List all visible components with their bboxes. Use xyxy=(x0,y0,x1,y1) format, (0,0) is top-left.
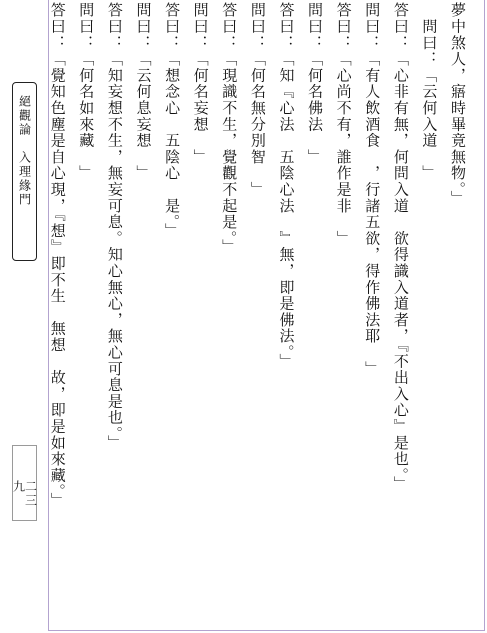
page-number: 二三九 xyxy=(11,480,38,508)
text-column: 答曰：「知妄想不生，無妄可息。知心無心，無心可息是也。」 xyxy=(105,2,124,451)
text-column: 問曰：「何名佛法 」 xyxy=(306,2,325,165)
book-title: 絕觀論 入理緣門 xyxy=(17,95,32,207)
text-column: 答曰：「現識不生，覺觀不起是。」 xyxy=(220,2,239,256)
text-column: 答曰：「想念心 五陰心 是。」 xyxy=(163,2,182,239)
text-column: 問曰：「云何息妄想 」 xyxy=(134,2,153,182)
text-column: 答曰：「覺知色塵是自心現，『想』即不生 無想 故，即是如來藏。」 xyxy=(48,2,67,509)
book-title-box xyxy=(12,82,37,261)
text-column: 夢中煞人，寤時畢竟無物。」 xyxy=(449,2,467,207)
text-column: 答曰：「心非有無，何問入道 欲得識入道者，『不出入心』是也。」 xyxy=(391,2,410,493)
text-column: 問曰：「有人飲酒食 ，行諸五欲，得作佛法耶 」 xyxy=(363,2,382,377)
main-text xyxy=(48,2,472,627)
text-column: 問曰：「何名無分別智 」 xyxy=(248,2,267,198)
text-column: 答曰：「心尚不有，誰作是非 」 xyxy=(334,2,353,247)
page-number-box xyxy=(12,445,37,521)
text-column: 問曰：「云何入道 」 xyxy=(420,2,439,182)
text-column: 答曰：「知『心法 五陰心法 』無，即是佛法。」 xyxy=(277,2,296,370)
text-column: 問曰：「何名妄想 」 xyxy=(191,2,210,165)
text-column: 問曰：「何名如來藏 」 xyxy=(77,2,96,182)
